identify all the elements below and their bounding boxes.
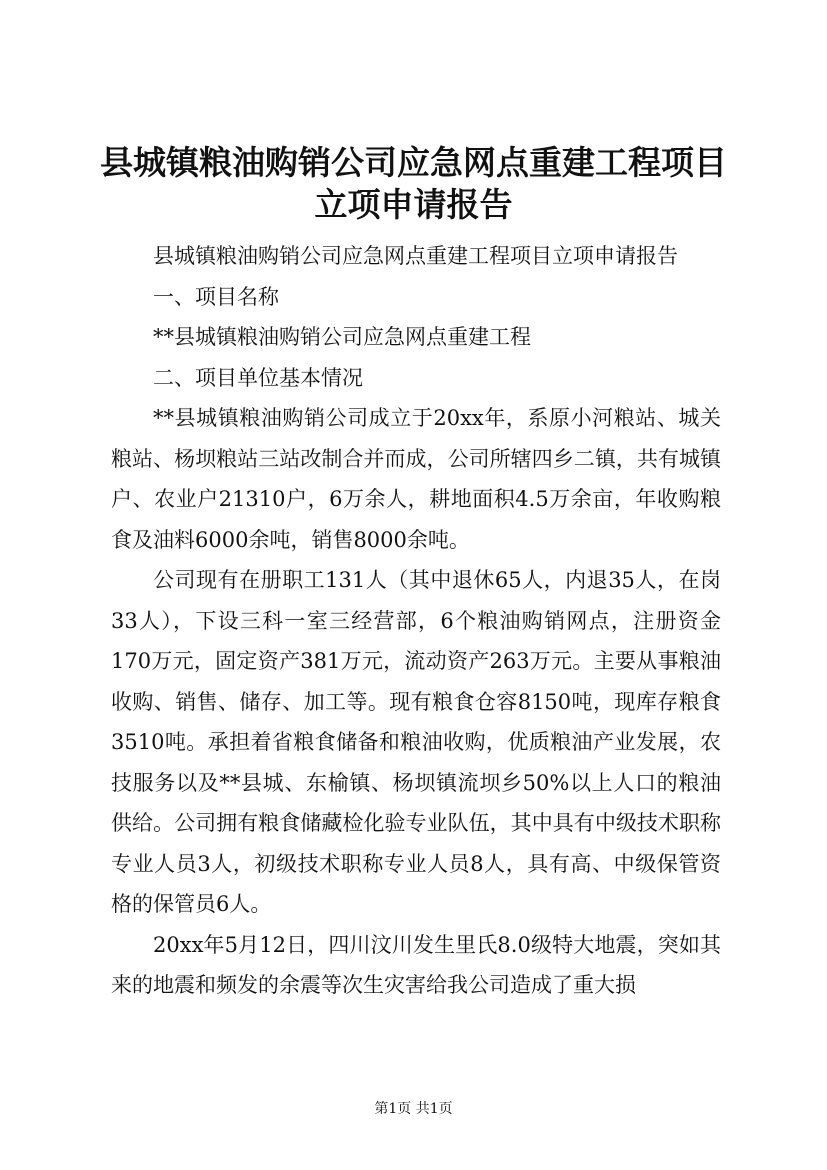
paragraph-project-name: **县城镇粮油购销公司应急网点重建工程 — [153, 325, 531, 349]
document-title: 县城镇粮油购销公司应急网点重建工程项目立项申请报告 — [100, 143, 727, 224]
document-body — [111, 236, 721, 1006]
section-heading-project-name: 一、项目名称 — [153, 284, 279, 309]
page-footer: 第1页 共1页 — [374, 1101, 453, 1117]
paragraph-earthquake: 20xx年5月12日，四川汶川发生里氏8.0级特大地震，突如其来的地震和频发的余震等次生灾害给我公司造成了重大损 — [111, 932, 721, 997]
paragraph-company-staff: 公司现有在册职工131人（其中退休65人，内退35人，在岗33人），下设三科一室三经营部，6个粮油购销网点，注册资金170万元，固定资产381万元，流动资产263万元。主要从事粮油收购、销售、储存、加工等。现有粮食仓容8150吨，现库存粮食3510吨。承担着省粮食储备和粮油收购，优质粮油产业发展，农技服务以及**县城、东榆镇、杨坝镇流坝乡50%以上人口的粮油供给。公司拥有粮食储藏检化验专业队伍，其中具有中级技术职称专业人员3人，初级技术职称专业人员8人，具有高、中级保管资格的保管员6人。 — [111, 568, 721, 916]
section-heading-unit-info: 二、项目单位基本情况 — [153, 365, 363, 390]
paragraph-subtitle: 县城镇粮油购销公司应急网点重建工程项目立项申请报告 — [153, 244, 678, 268]
paragraph-company-founding: **县城镇粮油购销公司成立于20xx年，系原小河粮站、城关粮站、杨坝粮站三站改制合并而成，公司所辖四乡二镇，共有城镇户、农业户21310户，6万余人，耕地面积4.5万余亩，年收购粮食及油料6000余吨，销售8000余吨。 — [111, 406, 721, 552]
